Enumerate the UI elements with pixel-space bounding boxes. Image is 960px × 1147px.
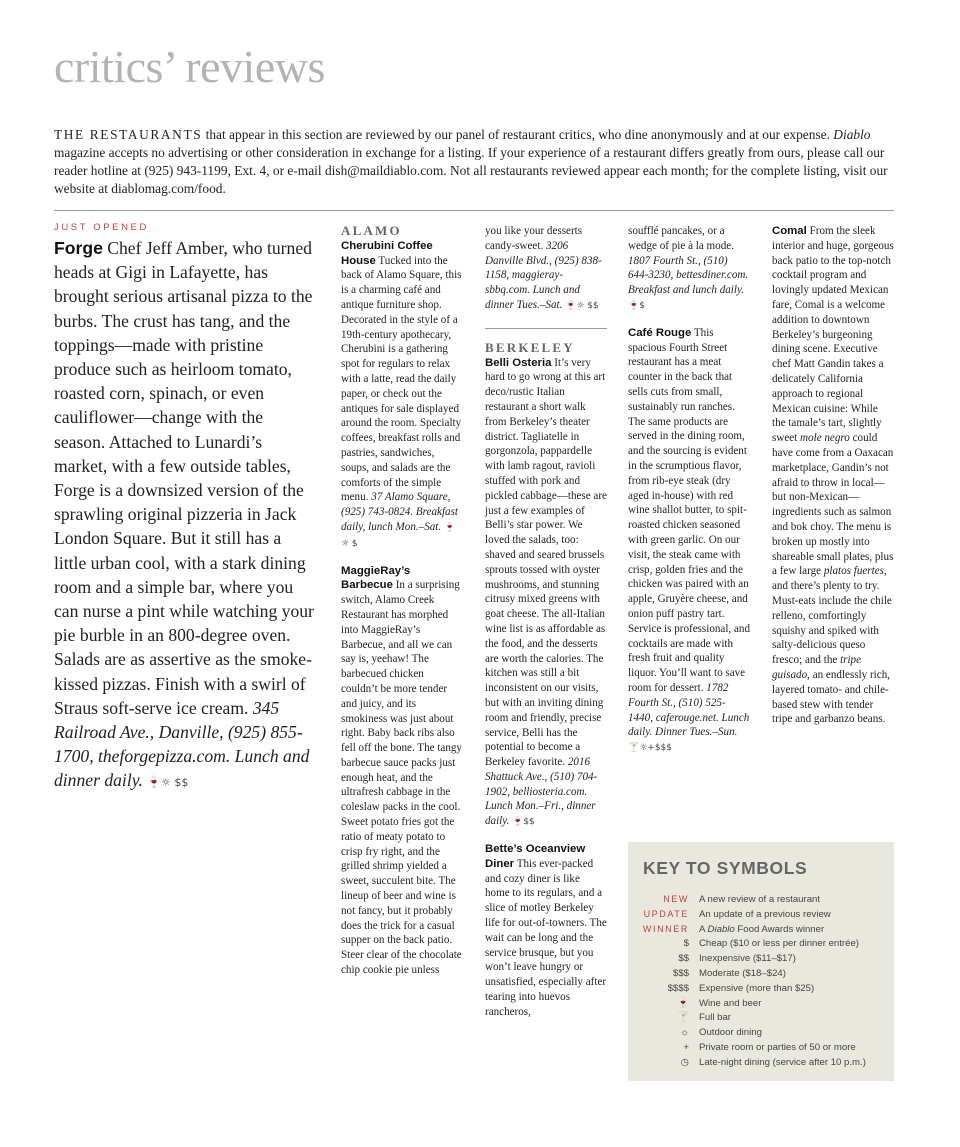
forge-review [54,236,316,796]
key-desc-winner-pre: A [699,923,708,935]
intro-text-1: that appear in this section are reviewed by our panel of restaurant critics, who dine anonymously and at our expense. [202,127,834,142]
bettes-review [485,842,607,1020]
key-title: KEY TO SYMBOLS [643,858,808,878]
key-row-moderate [628,968,894,982]
comal-text-a: From the sleek interior and huge, gorgeous back patio to the top-notch cocktail program and lovingly updated Mexican fare, Comal is a welcome addition to downtown Berkeley’s burgeoning dining scene. Executive chef Matt Gandin takes a delicately California approach to regional Mexican cuisine: While the tamale’s tart, slightly sweet [772,225,894,445]
forge-symbols: 🍷☼ $$ [147,776,189,790]
page-title: critics’ reviews [54,41,325,92]
key-row-inexpensive [628,953,894,967]
comal-text-d: , an endlessly rich, layered tomato- and chile-based stew with tender tripe and garbanzo beans. [772,668,891,726]
maggierays-name: MaggieRay’s Barbecue [341,564,411,592]
key-desc-private: Private room or parties of 50 or more [699,1042,856,1053]
key-sym-inexpensive: $$ [678,953,689,965]
plus-icon: + [683,1042,689,1053]
key-row-winner [628,924,894,938]
key-desc-winner [699,924,824,935]
key-row-private [628,1042,894,1056]
key-desc-outdoor: Outdoor dining [699,1027,762,1039]
column-3 [485,224,607,1020]
forge-info: 345 Railroad Ave., Danville, (925) 855-1700, theforgepizza.com. Lunch and dinner daily. [54,697,310,791]
key-sym-new: NEW [663,894,689,904]
bettes-continued [628,224,750,314]
cherubini-review [341,239,463,552]
maggierays-text: In a surprising switch, Alamo Creek Restaurant has morphed into MaggieRay’s Barbecue, and all we can say is, yeehaw! The barbecued chicken couldn’t be more tender and juicy, and its smokiness was just about right. Baby back ribs also fell off the bone. The tangy barbecue sauce packs just enough heat, and the ultrafresh cabbage in the coleslaw packs in the cool. Sweet potato fries got the ratio of meaty potato to crisp fry right, and the grilled shrimp yielded a sweet, succulent bite. The lineup of beer and wine is not fancy, but it probably does the trick for a casual supper on the back patio. Steer clear of the chocolate chip cookie pie unless [341,579,462,977]
key-row-outdoor [628,1027,894,1041]
maggierays-symbols: 🍷☼ $$ [565,300,599,311]
key-sym-cheap: $ [683,938,689,950]
comal-mole: mole negro [800,432,850,445]
key-sym-expensive: $$$$ [667,982,689,994]
intro-paragraph [54,126,894,198]
cherubini-name: Cherubini Coffee House [341,239,433,267]
maggierays-info: 3206 Danville Blvd., (925) 838-1158, maggieray-sbbq.com. Lunch and dinner Tues.–Sat. [485,239,602,311]
key-desc-winner-post: Food Awards winner [734,923,825,935]
key-row-cheap [628,938,894,952]
key-row-new [628,894,894,908]
key-row-wine [628,998,894,1012]
cafe-rouge-name: Café Rouge [628,326,692,339]
sun-icon: ☼ [680,1027,689,1039]
key-sym-moderate: $$$ [672,968,689,979]
belli-symbols: 🍷$$ [512,817,535,828]
top-rule [54,210,894,211]
belli-name: Belli Osteria [485,356,552,369]
key-desc-moderate: Moderate ($18–$24) [699,968,786,979]
berkeley-heading: BERKELEY [485,339,575,355]
belli-text: It’s very hard to go wrong at this art deco/rustic Italian restaurant a short walk from Berkeley’s theater district. Tagliatelle in gorgonzola, pappardelle with lamb ragout, ravioli stuffed with pork and pickled cabbage—these are just a few examples of Belli’s star power. We loved the salads, too: shaved and seared brussels sprouts tossed with oyster mushrooms, and stunning citrusy mixed greens with goat cheese. The all-Italian wine list is as affordable as the food, and the desserts are worth the calories. The kitchen was still a bit inconsistent on our visits, but with an inviting dining room and friendly, precise service, Belli has the potential to become a Berkeley favorite. [485,356,607,769]
key-desc-winner-italic: Diablo [707,923,735,935]
maggierays-continued [485,224,607,314]
belli-review [485,356,607,831]
wine-glass-icon: 🍷 [677,997,689,1009]
key-desc-bar: Full bar [699,1012,731,1024]
maggierays-cont-text: you like your desserts candy-sweet. [485,225,583,252]
intro-text-2: magazine accepts no advertising or other consideration in exchange for a listing. If your experience of a restaurant differs greatly from ours, please call our reader hotline at (925) 943-1199, Ext. 4, or e-mail dish@maildiablo.com. Not all restaurants reviewed appear each month; for the complete listing, visit our website at diablomag.com/food. [54,145,888,196]
key-desc-inexpensive: Inexpensive ($11–$17) [699,953,796,965]
bettes-text: This ever-packed and cozy diner is like home to its regulars, and a slice of motley Berkeley life for out-of-towners. The wait can be long and the service brusque, but you won’t leave hungry or unsatisfied, especially after tearing into huevos rancheros, [485,857,607,1018]
cafe-rouge-symbols: 🍸☼+$$$ [628,743,672,754]
berkeley-divider [485,328,607,329]
maggierays-review [341,564,463,978]
column-5 [772,224,894,727]
comal-platos: platos fuertes [823,565,884,578]
comal-review [772,224,894,727]
bettes-symbols: 🍷$ [628,300,645,311]
belli-info: 2016 Shattuck Ave., (510) 704-1902, belliosteria.com. Lunch Mon.–Fri., dinner daily. [485,756,598,828]
cafe-rouge-text: This spacious Fourth Street restaurant has a meat counter in the back that sells cuts from small, sustainably run ranches. The same products are served in the dining room, and the sourcing is evident in the scrumptious flavor, from rib-eye steak (dry aged in-house) with red wine shallot butter, to spit-roasted chicken seasoned with green garlic. On our visit, the steak came with crisp, golden fries and the chicken was paired with an apple, Gruyère cheese, and onion puff pastry tart. Service is professional, and cocktails are made with fresh fruit and quality liquor. You’ll want to save room for dessert. [628,326,750,694]
key-desc-cheap: Cheap ($10 or less per dinner entrée) [699,938,859,950]
key-desc-new: A new review of a restaurant [699,894,821,905]
key-desc-wine: Wine and beer [699,997,762,1009]
intro-lead-caps: THE RESTAURANTS [54,127,203,142]
cocktail-glass-icon: 🍸 [677,1012,689,1024]
key-sym-winner: WINNER [642,923,689,934]
cherubini-text: Tucked into the back of Alamo Square, this is a charming café and antique furniture shop. Decorated in the style of a 19th-century apothecary, Cherubini is a gathering spot for regulars to relax with a latte, read the daily paper, or check out the antiques for sale displayed around the room. Specialty coffees, breakfast rolls and pastries, sandwiches, soups, and salads are the comforts of the simple menu. [341,254,462,504]
alamo-column [341,224,463,978]
key-desc-latenight: Late-night dining (service after 10 p.m.) [699,1056,866,1068]
bettes-cont-text: soufflé pancakes, or a wedge of pie à la mode. [628,225,734,252]
comal-text-c: , and there’s plenty to try. Must-eats include the chile relleno, comfortingly squishy and spiked with salty-delicious queso fresco; and the [772,565,892,667]
key-desc-expensive: Expensive (more than $25) [699,982,815,994]
cherubini-symbols: 🍷☼ $ [341,522,456,549]
bettes-name: Bette’s Oceanview Diner [485,843,586,870]
bettes-info: 1807 Fourth St., (510) 644-3230, bettesdiner.com. Breakfast and lunch daily. [628,254,749,297]
forge-name: Forge [54,238,103,258]
key-row-update [628,909,894,923]
key-row-latenight [628,1057,894,1071]
cafe-rouge-info: 1782 Fourth St., (510) 525-1440, caferouge.net. Lunch daily. Dinner Tues.–Sun. [628,681,750,739]
key-row-bar [628,1012,894,1026]
intro-magazine-name: Diablo [833,127,871,142]
forge-text: Chef Jeff Amber, who turned heads at Gigi in Lafayette, has brought serious artisanal pizza to the burbs. The crust has tang, and the toppings—made with pristine produce such as heirloom tomato, roasted corn, spinach, or even cauliflower—change with the season. Attached to Lunardi’s market, with a few outside tables, Forge is a downsized version of the sprawling original pizzeria in Jack London Square. But it still has a little urban cool, with a stark dining room and a simple bar, where you can nurse a pint while watching your pie burble in an 800-degree oven. Salads are as assertive as the smoke-kissed pizzas. Finish with a swirl of Straus soft-serve ice cream. [54,238,314,718]
comal-text-b: could have come from a Oaxacan marketplace, Gandin’s not afraid to throw in local—but non-Mexican—ingredients such as salmon and bok choy. The menu is broken up mostly into shareable small plates, plus a few large [772,432,894,578]
clock-icon: ◷ [680,1056,689,1068]
column-4 [628,224,750,756]
just-opened-label: JUST OPENED [54,222,149,233]
key-row-expensive [628,983,894,997]
comal-name: Comal [772,225,807,237]
cafe-rouge-review [628,326,750,756]
key-sym-update: UPDATE [643,908,689,919]
cherubini-info: 37 Alamo Square, (925) 743-0824. Breakfast daily, lunch Mon.–Sat. [341,491,458,533]
alamo-heading: ALAMO [341,223,402,238]
key-desc-update: An update of a previous review [699,908,831,920]
comal-tripe: tripe guisado [772,654,862,681]
key-to-symbols [628,842,894,1081]
